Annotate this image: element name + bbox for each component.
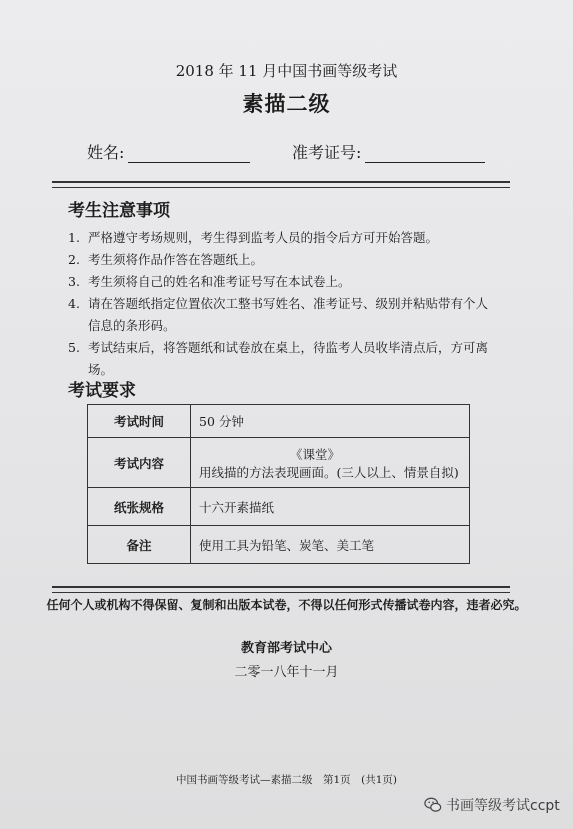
- requirements-heading: 考试要求: [68, 381, 136, 401]
- exam-subject: 素描二级: [242, 91, 331, 116]
- copyright-warning: 任何个人或机构不得保留、复制和出版本试卷，不得以任何形式传播试卷内容，违者必究。: [46, 598, 527, 612]
- page-footer: 中国书画等级考试—素描二级 第1页 (共1页): [175, 774, 398, 786]
- header-divider-thin: [52, 187, 510, 188]
- notice-list: [68, 227, 498, 381]
- id-blank: [365, 144, 485, 163]
- table-row: [88, 405, 470, 438]
- name-blank: [128, 144, 250, 163]
- content-desc: 用线描的方法表现画面。(三人以上、情景自拟): [199, 464, 459, 480]
- requirements-table: [87, 404, 470, 564]
- notice-item: 5. 考试结束后，将答题纸和试卷放在桌上，待监考人员收毕清点后，方可离场。: [68, 340, 489, 377]
- issuer: 教育部考试中心: [240, 641, 332, 656]
- watermark-text: 书画等级考试ccpt: [446, 798, 560, 814]
- notice-item: 4. 请在答题纸指定位置依次工整书写姓名、准考证号、级别并粘贴带有个人信息的条形码。: [68, 296, 489, 333]
- watermark: [424, 795, 560, 815]
- table-row: [88, 526, 470, 564]
- row-value: 十六开素描纸: [191, 488, 470, 526]
- id-label: 准考证号:: [292, 143, 362, 162]
- id-field: [292, 140, 485, 163]
- notice-heading: 考生注意事项: [68, 201, 170, 221]
- footer-divider: [52, 586, 510, 588]
- row-value: 使用工具为铅笔、炭笔、美工笔: [191, 526, 470, 564]
- row-key: 备注: [88, 526, 191, 564]
- wechat-icon: [424, 796, 442, 814]
- table-row: [88, 438, 470, 488]
- row-key: 考试时间: [88, 405, 191, 438]
- row-key: 纸张规格: [88, 488, 191, 526]
- content-title: 《课堂》: [289, 446, 340, 462]
- name-field: [87, 140, 250, 163]
- row-value: 50 分钟: [191, 405, 470, 438]
- header-divider: [52, 181, 510, 183]
- notice-item: 3. 考生须将自己的姓名和准考证号写在本试卷上。: [68, 274, 351, 289]
- footer-divider-thin: [52, 592, 510, 593]
- row-key: 考试内容: [88, 438, 191, 488]
- notice-item: 2. 考生须将作品作答在答题纸上。: [68, 252, 264, 267]
- row-value-cell: [191, 438, 470, 488]
- exam-title: 2018 年 11 月中国书画等级考试: [175, 62, 398, 80]
- table-row: [88, 488, 470, 526]
- notice-item: 1. 严格遵守考场规则，考生得到监考人员的指令后方可开始答题。: [68, 230, 439, 245]
- name-label: 姓名:: [87, 143, 125, 162]
- issue-date: 二零一八年十一月: [234, 665, 339, 680]
